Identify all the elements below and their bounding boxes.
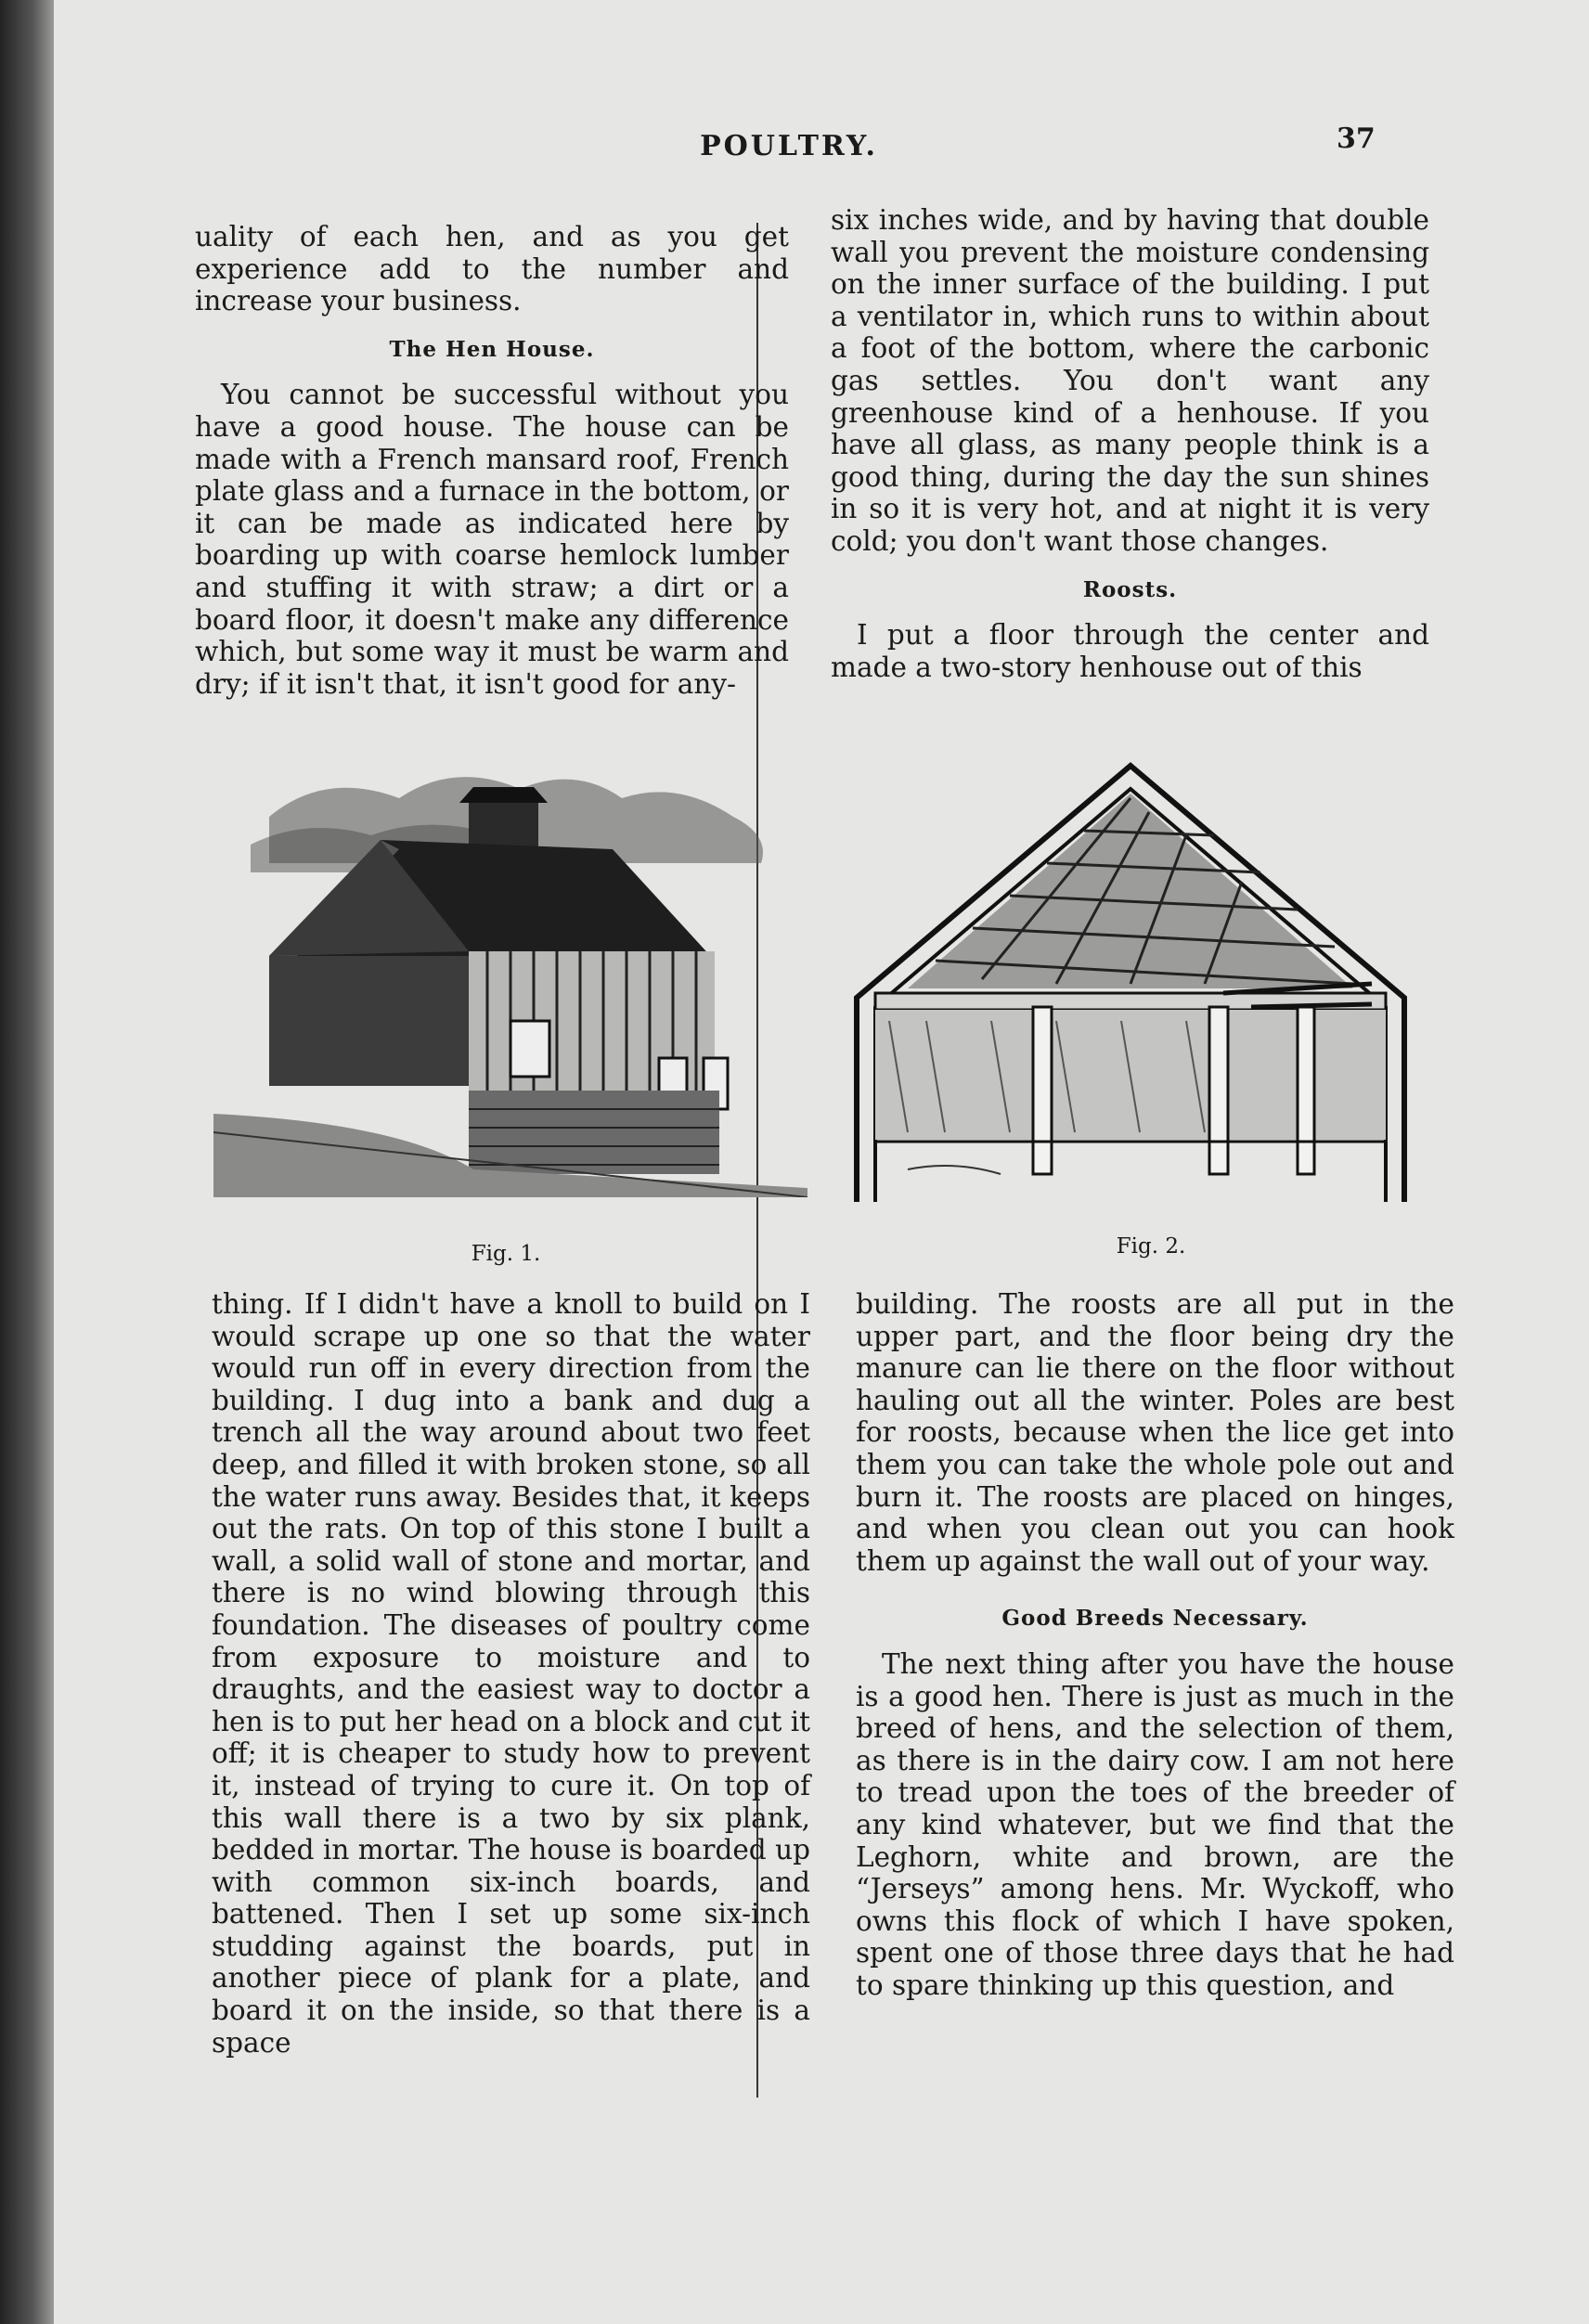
running-head: POULTRY. — [700, 130, 878, 162]
left-column-bottom — [212, 1288, 810, 2059]
figure-1-hen-house-illustration — [213, 761, 807, 1197]
heading-good-breeds: Good Breeds Necessary. — [1001, 1606, 1309, 1632]
left-intro-paragraph: uality of each hen, and as you get experience add to the number and increase your business. — [195, 221, 789, 317]
heading-roosts: Roosts. — [1082, 576, 1178, 602]
left-column-top — [195, 221, 789, 700]
right-intro-paragraph: six inches wide, and by having that double wall you prevent the moisture condensing on the inner surface of the building. I put a ventilator in, which runs to within about a foot of the bottom, where the carbonic gas settles. You don't want any greenhouse kind of a henhouse. If you have all glass, as many people think is a good thing, during the day the sun shines in so it is very hot, and at night it is very cold; you don't want those changes. — [831, 204, 1429, 557]
right-column-bottom — [856, 1288, 1454, 2001]
roosts-paragraph: I put a floor through the center and made a two-story henhouse out of this — [831, 619, 1429, 683]
page-number: 37 — [1337, 123, 1376, 155]
breeds-paragraph: The next thing after you have the house is a good hen. There is just as much in the breed of hens, and the selection of them, as there is in the dairy cow. I am not here to tread upon the toes of the breeder of any kind whatever, but we find that the Leghorn, white and brown, are the “Jerseys” among hens. Mr. Wyckoff, who owns this flock of which I have spoken, spent one of those three days that he had to spare thinking up this question, and — [856, 1647, 1454, 2001]
book-spine-shadow — [0, 0, 54, 2324]
figure-2-roosts-illustration — [852, 761, 1409, 1207]
figure-2-caption: Fig. 2. — [1116, 1234, 1186, 1259]
left-continuation-paragraph: thing. If I didn't have a knoll to build on I would scrape up one so that the water would run off in every direction from the building. I dug into a bank and dug a trench all the way around about two feet deep, and filled it with broken stone, so all the water runs away. Besides that, it keeps out the rats. On top of this stone I built a wall, a solid wall of stone and mortar, and there is no wind blowing through this foundation. The diseases of poultry come from exposure to moisture and to draughts, and the easiest way to doctor a hen is to put her head on a block and cut it off; it is cheaper to study how to prevent it, instead of trying to cure it. On top of this wall there is a two by six plank, bedded in mortar. The house is boarded up with common six-inch boards, and battened. Then I set up some six-inch studding against the boards, put in another piece of plank for a plate, and board it on the inside, so that there is a space — [212, 1288, 810, 2059]
hen-house-paragraph: You cannot be successful without you have a good house. The house can be made with a French mansard roof, French plate glass and a furnace in the bottom, or it can be made as indicated here by boarding up with coarse hemlock lumber and stuffing it with straw; a dirt or a board floor, it doesn't make any difference which, but some way it must be warm and dry; if it isn't that, it isn't good for any- — [195, 379, 789, 700]
heading-hen-house: The Hen House. — [389, 336, 595, 362]
figure-1-caption: Fig. 1. — [471, 1242, 541, 1266]
right-continuation-paragraph: building. The roosts are all put in the upper part, and the floor being dry the manure can lie there on the floor without hauling out all the winter. Poles are best for roosts, because when the lice get into them you can take the whole pole out and burn it. The roosts are placed on hinges, and when you clean out you can hook them up against the wall out of your way. — [856, 1288, 1454, 1577]
right-column-top — [831, 204, 1429, 683]
